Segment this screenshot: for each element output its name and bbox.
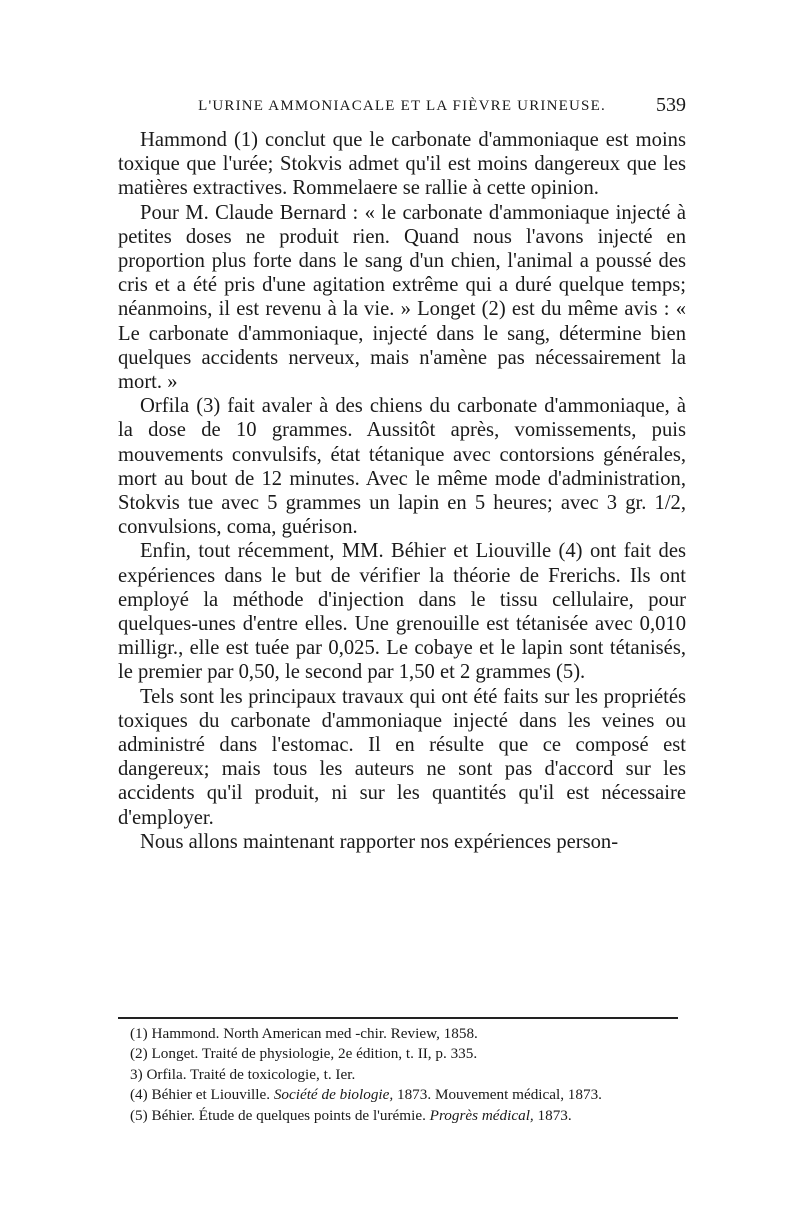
paragraph: Hammond (1) conclut que le carbonate d'ammoniaque est moins toxique que l'urée; Stokvis admet qu'il est moins dangereux que les matières extractives. Rommelaere se rallie à cette opinion. — [118, 129, 686, 200]
footnote-number: 3) — [130, 1065, 143, 1083]
footnote-number: (5) — [130, 1106, 148, 1124]
footnote-number: (4) — [130, 1086, 148, 1104]
running-head — [118, 92, 686, 122]
footnote-italic: Progrès médical, — [429, 1106, 534, 1124]
footnote — [130, 1024, 690, 1044]
paragraph: Tels sont les principaux travaux qui ont été faits sur les propriétés toxiques du carbonate d'ammoniaque injecté dans les veines ou administré dans l'estomac. Il en résulte que ce composé est dangereux; mais tous les auteurs ne sont pas d'accord sur les accidents qu'il produit, ni sur les quantités qu'il est nécessaire d'employer. — [118, 685, 686, 829]
paragraph: Enfin, tout récemment, MM. Béhier et Liouville (4) ont fait des expériences dans le but de vérifier la théorie de Frerichs. Ils ont employé la méthode d'injection dans le tissu cellulaire, pour quelques-unes d'entre elles. Une grenouille est tétanisée avec 0,010 milligr., elle est tuée par 0,025. Le cobaye et le lapin sont tétanisés, le premier par 0,50, le second par 1,50 et 2 grammes (5). — [118, 540, 686, 684]
footnote-divider — [118, 1017, 678, 1019]
footnote — [130, 1106, 690, 1126]
footnote — [130, 1044, 690, 1064]
footnote-text: Béhier et Liouville. — [151, 1086, 274, 1104]
paragraph: Orfila (3) fait avaler à des chiens du carbonate d'ammoniaque, à la dose de 10 grammes. Aussitôt après, vomissements, puis mouvements convulsifs, état tétanique avec contorsions générales, mort au bout de 12 minutes. Avec le même mode d'administration, Stokvis tue avec 5 grammes un lapin en 5 heures; avec 3 gr. 1/2, convulsions, coma, guérison. — [118, 395, 686, 539]
footnotes — [130, 1024, 690, 1126]
footnote-number: (1) — [130, 1025, 148, 1042]
footnote-text-after: 1873. — [533, 1106, 572, 1124]
paragraph: Pour M. Claude Bernard : « le carbonate d'ammoniaque injecté à petites doses ne produit rien. Quand nous l'avons injecté en proportion plus forte dans le sang d'un chien, l'animal a poussé des cris et a été pris d'une agitation extrême qui a duré quelque temps; néanmoins, il est revenu à la vie. » Longet (2) est du même avis : « Le carbonate d'ammoniaque, injecté dans le sang, détermine bien quelques accidents nerveux, mais n'amène pas nécessairement la mort. » — [118, 201, 686, 394]
page-number: 539 — [656, 94, 686, 116]
paragraph: Nous allons maintenant rapporter nos expériences person- — [140, 830, 619, 853]
footnote-text: Béhier. Étude de quelques points de l'urémie. — [151, 1106, 430, 1124]
running-title: L'URINE AMMONIACALE ET LA FIÈVRE URINEUSE. — [198, 98, 606, 114]
body-text — [118, 128, 686, 854]
footnote-number: (2) — [130, 1045, 148, 1063]
footnote-text: Longet. Traité de physiologie, 2e édition, t. II, p. 335. — [151, 1045, 478, 1063]
footnote-italic: Société de biologie, — [273, 1086, 394, 1104]
footnote-text-after: 1873. Mouvement médical, 1873. — [393, 1086, 602, 1104]
footnote-text: Orfila. Traité de toxicologie, t. Ier. — [146, 1065, 356, 1083]
footnote — [130, 1085, 690, 1105]
footnote-text: Hammond. North American med -chir. Review, 1858. — [151, 1025, 478, 1042]
footnote — [130, 1065, 690, 1085]
